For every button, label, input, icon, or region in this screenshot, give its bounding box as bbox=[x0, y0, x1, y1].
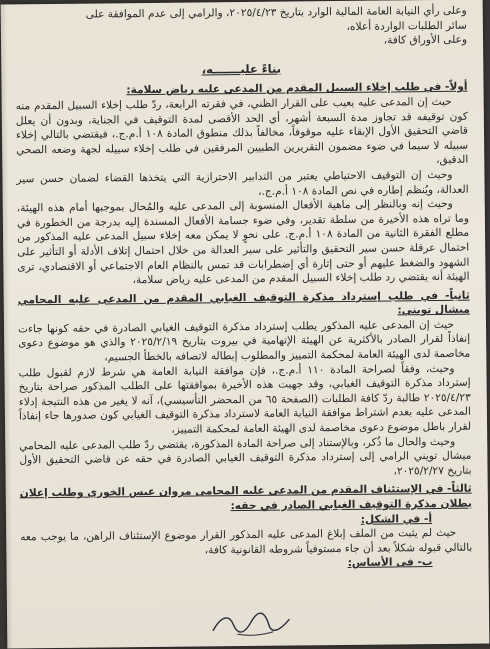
section-2-paragraph: وحيث، وفقاً لصراحة المادة ١١٠ أ.م.ج.، فإن موافقة النيابة العامة هي شرط لازم لقبول طلب إسترداد مذكرة التوقيف الغيابي، وقد جهبت هذه الأخيرة بموافقتها على الطلب المذكور صراحة بتاريخ ٢٠٢٥/٤/٢٣ طالبة ردّ كافة الطلبات (الصفحة ٦٥ من المحضر التأسيسي)، آنه لا يغير من هذه النتيجة إدلاء المدعى عليه بعدم اشتراط موافقة النيابة العامة لاسترداد مذكرة التوقيف الغيابي كون صدورها جاء إنفاذاً لقرار باطل موضوع دعوى مخاصمة لدى الهيئة العامة لمحكمة التمييز، bbox=[18, 362, 472, 436]
preamble bbox=[15, 4, 467, 53]
preamble-line: وعلى رأي النيابة العامة المالية الوارد بتاريخ ٢٠٢٥/٤/٢٣، والرامي إلى عدم الموافقة على bbox=[85, 4, 467, 21]
section-1-paragraph: وحيث إنه وبالنظر إلى ماهية الأفعال المنسوبة إلى المدعى عليه والمُحال بموجبها أمام هذه الهيئة، وما تراه هذه الأخيرة من سلطة تقدير، وفي ضوء جسامة الأفعال المسندة إليه بدرجة من الخطورة في مطلع الفقرة الثانية من المادة ١٠٨ أ.م.ج. على نحوٍ لا يمكن معه إخلاء سبيل المدعى عليه المذكور من احتمال عرقلة حسن سير التحقيق والتأثير على سير العدالة من خلال احتمال إتلاف الأدلة أو التأثير على الشهود والضغط عليهم أو حتى إثارة أي إضطرابات قد تمس بالنظام العام الاجتماعي أو الاقتصادي، ترى الهيئة أنه يقتضي رد طلب إخلاء السبيل المقدم من المدعى عليه رياض سلامة، bbox=[16, 197, 470, 287]
section-2-title: ثانياً- في طلب إسترداد مذكرة التوقيف الغيابي المقدم من المدعى عليه المحامي ميشال تويني: bbox=[17, 289, 470, 317]
handwritten-signature bbox=[207, 605, 297, 642]
preamble-line: وعلى الأوراق كافة، bbox=[383, 33, 468, 47]
main-heading bbox=[15, 59, 467, 78]
section-3-sub-b-title: ب- في الأساس: bbox=[347, 556, 433, 570]
section-2-paragraph: حيث إن المدعى عليه المذكور يطلب إسترداد مذكرة التوقيف الغيابي الصادرة في حقه كونها جاءت إنفاذاً لقرار الصادر بالأكثرية عن الهيئة الإتهامية في بيروت بتاريخ ٢٠٢٥/٢/١٩ والذي هو موضوع دعوى مخاصمة لدى الهيئة العامة لمحكمة التمييز والمطلوب إبطاله لاتصافه بالخطأ الجسيم، bbox=[17, 318, 471, 364]
section-3-sub-a-title: أ- في الشكل: bbox=[360, 512, 433, 526]
document-body bbox=[15, 4, 473, 629]
document-page bbox=[1, 0, 490, 649]
section-3-title: ثالثاً- في الإستئناف المقدم من المدعى عليه المحامي مروان عيس الخوري وطلب إعلان بطلان مذكرة التوقيف الغيابي الصادر في حقه: bbox=[19, 483, 472, 513]
section-1-paragraph: حيث إن المدعى عليه يعيب على القرار الظني، في فقرته الرابعة، ردّ طلب إخلاء السبيل المقدم منه كون توقيفه قد تجاوز مدة السبعة أشهر، أي الحد الأقصى لمدة التوقيف في الجناية، وبدون أن يعلل قاضي التحقيق الأول الإبقاء عليه موقوفاً، مخالفاً بذلك منطوق المادة ١٠٨ أ.م.ج.، فيقتضي بالتالي إخلاء سبيله لا سيما في ضوء مضمون التقريرين الطبيين المرفقين في طلب إخلاء سبيله لجهة وضعه الصحي الدقيق، bbox=[15, 95, 469, 167]
section-1-paragraph: وحيث إن التوقيف الاحتياطي يعتبر من التدابير الاحترازية التي يتخذها القضاء لضمان حسن سير العدالة، ويُنظم إطاره في نص المادة ١٠٨ أ.م.ج.، bbox=[16, 168, 469, 198]
page-shadow-edge bbox=[1, 4, 14, 648]
main-heading-text: بناءً عليـــــــه، bbox=[201, 61, 282, 77]
section-2-paragraph: وحيث والحال ما ذُكر، وبالإستناد إلى صراحة المادة المذكورة، يقتضي ردّ طلب المدعى عليه المحامي ميشال تويني الرامي إلى إسترداد مذكرة التوقيف الغيابي الصادرة في حقه عن قاضي التحقيق الأول بتاريخ ٢٠٢٥/٢/٢٧، bbox=[19, 435, 472, 478]
section-1-title: أولاً- في طلب إخلاء السبيل المقدم من المدعى عليه رياض سلامة: bbox=[126, 81, 468, 97]
section-3-sub-a-paragraph: حيث لم يثبت من الملف إبلاغ المدعى عليه المذكور القرار موضوع الإستئناف الراهن، ما يوجب معه بالتالي قبوله شكلاً بعد أن جاء مستوفياً شروطه القانونية كافة، bbox=[20, 526, 473, 557]
preamble-line: سائر الطلبات الواردة أعلاه، bbox=[346, 19, 467, 33]
